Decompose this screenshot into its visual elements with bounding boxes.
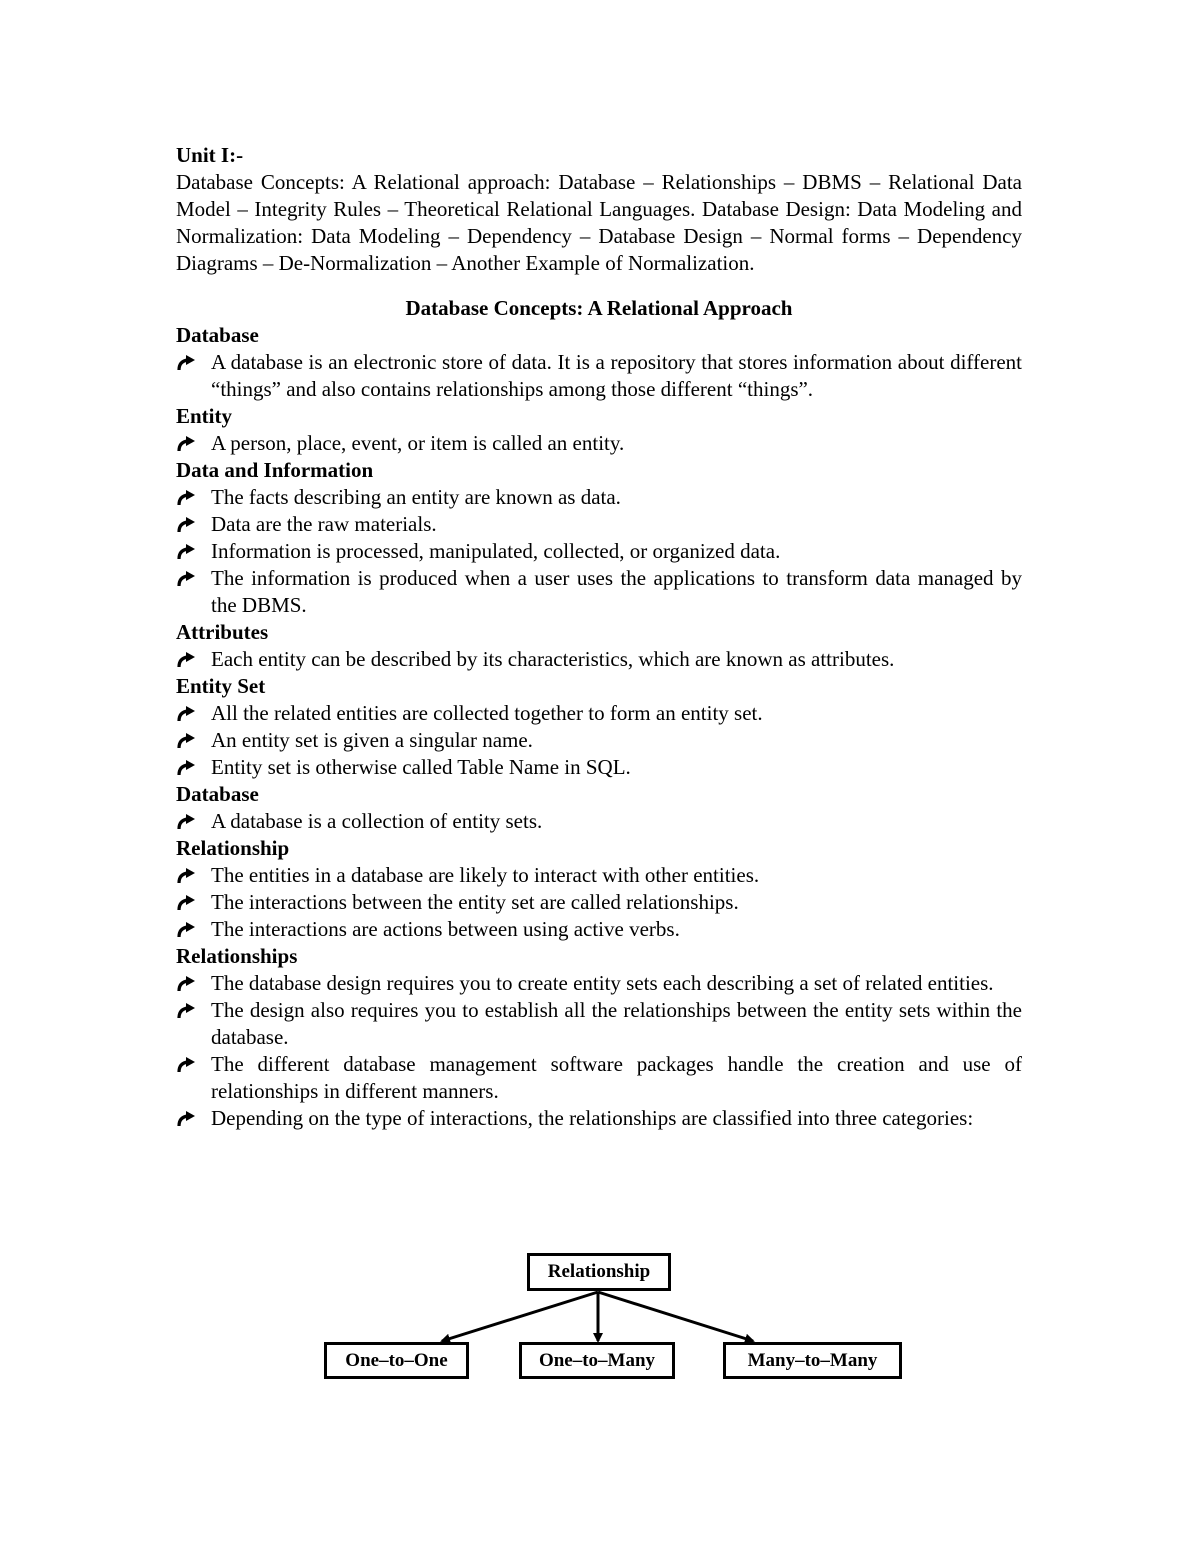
bullet-list — [176, 862, 1022, 943]
list-item-text: A person, place, event, or item is called an entity. — [211, 431, 625, 455]
list-item — [176, 646, 1022, 673]
bullet-list — [176, 349, 1022, 403]
bullet-list — [176, 484, 1022, 619]
section-heading: Database Concepts: A Relational Approach — [405, 296, 793, 320]
list-item — [176, 997, 1022, 1051]
list-item — [176, 754, 1022, 781]
list-item — [176, 1051, 1022, 1105]
document-body — [176, 142, 1022, 1132]
list-item-text: All the related entities are collected together to form an entity set. — [211, 701, 763, 725]
curved-arrow-icon — [176, 757, 198, 777]
relationship-diagram — [320, 1248, 910, 1388]
curved-arrow-icon — [176, 568, 198, 588]
section-title: Relationships — [176, 944, 298, 968]
curved-arrow-icon — [176, 487, 198, 507]
list-item-text: Depending on the type of interactions, the relationships are classified into three categories: — [211, 1106, 974, 1130]
bullet-list — [176, 430, 1022, 457]
curved-arrow-icon — [176, 352, 198, 372]
list-item — [176, 727, 1022, 754]
list-item — [176, 1105, 1022, 1132]
curved-arrow-icon — [176, 811, 198, 831]
list-item — [176, 916, 1022, 943]
bullet-list — [176, 970, 1022, 1132]
list-item-text: The database design requires you to create entity sets each describing a set of related entities. — [211, 971, 994, 995]
unit-intro: Database Concepts: A Relational approach: Database – Relationships – DBMS – Relational Data Model – Integrity Rules – Theoretical Relational Languages. Database Design: Data Modeling and Normalization: Data Modeling – Dependency – Database Design – Normal forms – Dependency Diagrams – De-Normalization – Another Example of Normalization. — [176, 170, 1022, 275]
list-item-text: The design also requires you to establish all the relationships between the entity sets within the database. — [211, 998, 1022, 1049]
one-to-one-box: One–to–One — [324, 1342, 469, 1379]
relationship-box: Relationship — [527, 1253, 671, 1291]
list-item-text: Data are the raw materials. — [211, 512, 437, 536]
list-item-text: The interactions between the entity set are called relationships. — [211, 890, 739, 914]
arrow-to-many-to-many — [598, 1292, 753, 1341]
curved-arrow-icon — [176, 514, 198, 534]
curved-arrow-icon — [176, 649, 198, 669]
bullet-list — [176, 700, 1022, 781]
curved-arrow-icon — [176, 892, 198, 912]
list-item-text: The facts describing an entity are known as data. — [211, 485, 621, 509]
list-item-text: Entity set is otherwise called Table Name in SQL. — [211, 755, 631, 779]
section-title: Attributes — [176, 620, 269, 644]
section-title: Entity Set — [176, 674, 266, 698]
curved-arrow-icon — [176, 433, 198, 453]
curved-arrow-icon — [176, 1054, 198, 1074]
curved-arrow-icon — [176, 703, 198, 723]
list-item — [176, 484, 1022, 511]
curved-arrow-icon — [176, 865, 198, 885]
curved-arrow-icon — [176, 973, 198, 993]
curved-arrow-icon — [176, 919, 198, 939]
list-item-text: The different database management software packages handle the creation and use of relationships in different manners. — [211, 1052, 1022, 1103]
list-item — [176, 889, 1022, 916]
list-item-text: The information is produced when a user uses the applications to transform data managed by the DBMS. — [211, 566, 1022, 617]
section-title: Data and Information — [176, 458, 374, 482]
list-item — [176, 349, 1022, 403]
list-item — [176, 511, 1022, 538]
section-title: Database — [176, 323, 259, 347]
list-item — [176, 862, 1022, 889]
arrow-to-one-to-one — [442, 1292, 598, 1341]
list-item-text: A database is an electronic store of data. It is a repository that stores information about different “things” and also contains relationships among those different “things”. — [211, 350, 1022, 401]
bullet-list — [176, 646, 1022, 673]
list-item-text: The interactions are actions between using active verbs. — [211, 917, 680, 941]
curved-arrow-icon — [176, 730, 198, 750]
list-item-text: Information is processed, manipulated, collected, or organized data. — [211, 539, 781, 563]
one-to-many-box: One–to–Many — [519, 1342, 675, 1379]
curved-arrow-icon — [176, 1000, 198, 1020]
list-item — [176, 565, 1022, 619]
list-item — [176, 538, 1022, 565]
bullet-list — [176, 808, 1022, 835]
unit-title: Unit I:- — [176, 143, 244, 167]
many-to-many-box: Many–to–Many — [723, 1342, 902, 1379]
list-item-text: The entities in a database are likely to interact with other entities. — [211, 863, 760, 887]
section-title: Database — [176, 782, 259, 806]
list-item-text: A database is a collection of entity sets. — [211, 809, 543, 833]
section-title: Relationship — [176, 836, 290, 860]
section-title: Entity — [176, 404, 233, 428]
list-item — [176, 430, 1022, 457]
list-item — [176, 700, 1022, 727]
list-item-text: Each entity can be described by its characteristics, which are known as attributes. — [211, 647, 895, 671]
list-item — [176, 808, 1022, 835]
curved-arrow-icon — [176, 1108, 198, 1128]
list-item-text: An entity set is given a singular name. — [211, 728, 533, 752]
curved-arrow-icon — [176, 541, 198, 561]
list-item — [176, 970, 1022, 997]
sections-container — [176, 322, 1022, 1132]
